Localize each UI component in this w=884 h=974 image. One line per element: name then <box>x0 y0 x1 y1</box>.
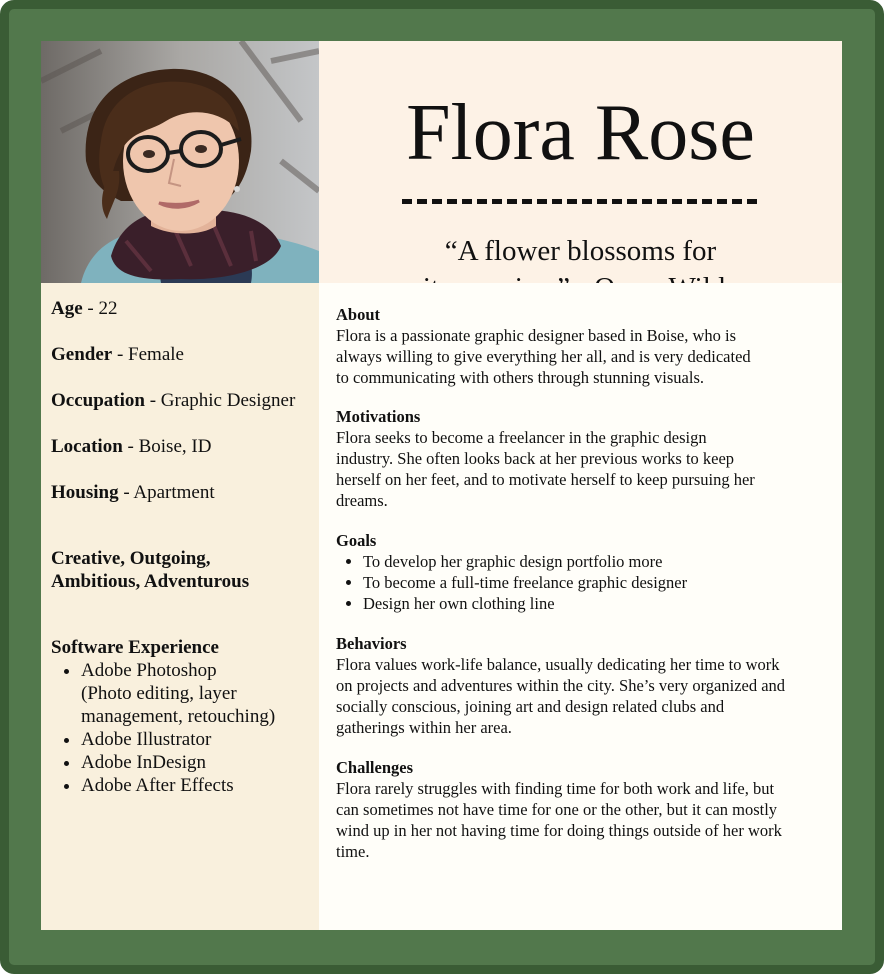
fact-value: - Female <box>112 344 184 365</box>
quote-line: “A flower blossoms for <box>444 235 717 267</box>
software-item-text: • Adobe Photoshop <box>81 660 217 681</box>
details-panel <box>319 283 842 930</box>
goal-item: • To develop her graphic design portfolio more <box>363 551 836 572</box>
goal-item: • Design her own clothing line <box>363 593 836 614</box>
persona-name: Flora Rose <box>406 89 755 177</box>
software-item: • Adobe InDesign <box>81 751 316 774</box>
about-section <box>336 304 836 388</box>
behaviors-text: on projects and adventures within the city. She’s very organized and <box>336 676 786 695</box>
software-list <box>51 659 316 797</box>
traits-line: Creative, Outgoing, <box>51 548 211 569</box>
fact-age <box>51 297 117 320</box>
software-item-photoshop <box>81 659 316 728</box>
motivations-text: Flora seeks to become a freelancer in the graphic design <box>336 428 707 447</box>
fact-value: - 22 <box>82 298 118 319</box>
profile-photo <box>41 41 319 283</box>
personality-traits <box>51 547 249 593</box>
challenges-text: Flora rarely struggles with finding time for both work and life, but <box>336 779 775 798</box>
fact-value: - Graphic Designer <box>144 390 296 411</box>
motivations-text: dreams. <box>336 491 388 510</box>
fact-label: Housing <box>51 482 119 503</box>
software-item-text: management, retouching) <box>81 706 276 727</box>
goals-list <box>336 551 836 614</box>
software-item: • Adobe Illustrator <box>81 728 316 751</box>
software-experience <box>51 636 316 797</box>
fact-location <box>51 435 211 458</box>
behaviors-text: gatherings within her area. <box>336 718 512 737</box>
fact-label: Occupation <box>51 390 145 411</box>
challenges-text: can sometimes not have time for one or the other, but it can mostly <box>336 800 778 819</box>
challenges-heading: Challenges <box>336 758 414 777</box>
motivations-section <box>336 406 836 511</box>
behaviors-text: socially conscious, joining art and design related clubs and <box>336 697 725 716</box>
fact-value: - Boise, ID <box>122 436 212 457</box>
motivations-heading: Motivations <box>336 407 421 426</box>
software-item-text: (Photo editing, layer <box>81 683 237 704</box>
about-text: always willing to give everything her all, and is very dedicated <box>336 347 751 366</box>
fact-label: Location <box>51 436 123 457</box>
behaviors-section <box>336 633 836 738</box>
motivations-text: industry. She often looks back at her previous works to keep <box>336 449 735 468</box>
persona-header <box>319 41 842 283</box>
fact-label: Gender <box>51 344 113 365</box>
behaviors-heading: Behaviors <box>336 634 407 653</box>
dashed-divider <box>402 199 757 204</box>
fact-occupation <box>51 389 295 412</box>
software-item: • Adobe After Effects <box>81 774 316 797</box>
fact-gender <box>51 343 184 366</box>
demographics-panel <box>41 283 319 930</box>
motivations-text: herself on her feet, and to motivate herself to keep pursuing her <box>336 470 755 489</box>
goal-item: • To become a full-time freelance graphic designer <box>363 572 836 593</box>
about-text: to communicating with others through stunning visuals. <box>336 368 705 387</box>
fact-label: Age <box>51 298 83 319</box>
fact-value: - Apartment <box>118 482 215 503</box>
fact-housing <box>51 481 215 504</box>
goals-heading: Goals <box>336 531 377 550</box>
goals-section <box>336 530 836 614</box>
about-heading: About <box>336 305 381 324</box>
challenges-text: time. <box>336 842 370 861</box>
behaviors-text: Flora values work-life balance, usually dedicating her time to work <box>336 655 780 674</box>
challenges-text: wind up in her not having time for doing things outside of her work <box>336 821 782 840</box>
traits-line: Ambitious, Adventurous <box>51 571 250 592</box>
portrait-illustration <box>41 41 319 283</box>
software-heading: Software Experience <box>51 637 219 658</box>
about-text: Flora is a passionate graphic designer based in Boise, who is <box>336 326 737 345</box>
challenges-section <box>336 757 836 862</box>
